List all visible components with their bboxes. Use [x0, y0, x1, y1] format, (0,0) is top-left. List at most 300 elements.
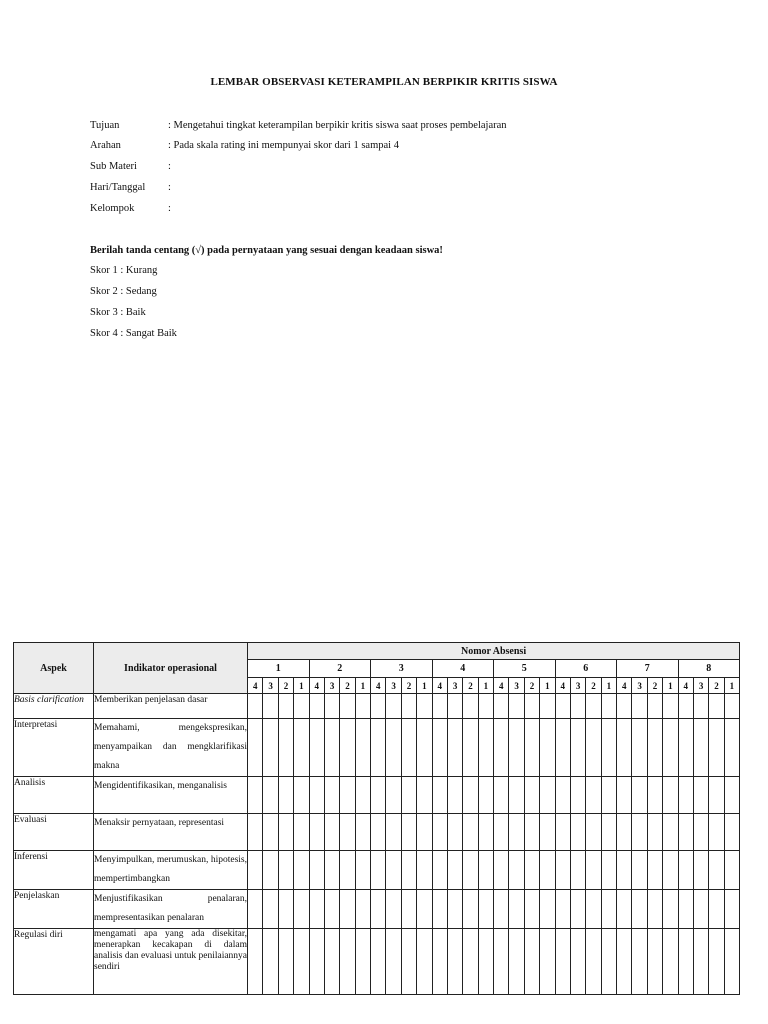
- checkbox-cell[interactable]: [709, 719, 724, 777]
- checkbox-cell[interactable]: [355, 719, 370, 777]
- checkbox-cell[interactable]: [693, 777, 708, 814]
- meta-label: Hari/Tanggal: [90, 182, 146, 193]
- checkbox-cell[interactable]: [447, 719, 462, 777]
- checkbox-cell[interactable]: [601, 851, 616, 890]
- meta-value: : Pada skala rating ini mempunyai skor dari 1 sampai 4: [168, 140, 399, 151]
- checkbox-cell[interactable]: [724, 694, 739, 719]
- checkbox-cell[interactable]: [401, 814, 416, 851]
- checkbox-cell[interactable]: [509, 777, 524, 814]
- meta-value: : Mengetahui tingkat keterampilan berpikir kritis siswa saat proses pembelajaran: [168, 120, 507, 131]
- checkbox-cell[interactable]: [540, 929, 555, 995]
- checkbox-cell[interactable]: [309, 851, 324, 890]
- checkbox-cell[interactable]: [540, 814, 555, 851]
- aspek-cell: Penjelaskan: [14, 890, 94, 929]
- checkbox-cell[interactable]: [693, 851, 708, 890]
- checkbox-cell[interactable]: [647, 694, 662, 719]
- checkbox-cell[interactable]: [417, 719, 432, 777]
- checkbox-cell[interactable]: [263, 719, 278, 777]
- checkbox-cell[interactable]: [432, 719, 447, 777]
- meta-label: Tujuan: [90, 120, 120, 131]
- checkbox-cell[interactable]: [432, 694, 447, 719]
- header-score: 4: [371, 678, 386, 694]
- checkbox-cell[interactable]: [586, 929, 601, 995]
- aspek-cell: Interpretasi: [14, 719, 94, 777]
- header-score: 3: [693, 678, 708, 694]
- checkbox-cell[interactable]: [324, 929, 339, 995]
- table-row: [14, 851, 740, 890]
- checkbox-cell[interactable]: [509, 851, 524, 890]
- meta-value: :: [168, 182, 171, 193]
- checkbox-cell[interactable]: [294, 694, 309, 719]
- checkbox-cell[interactable]: [617, 890, 632, 929]
- checkbox-cell[interactable]: [447, 851, 462, 890]
- checkbox-cell[interactable]: [324, 890, 339, 929]
- header-absen-number: 5: [494, 660, 556, 678]
- checkbox-cell[interactable]: [386, 719, 401, 777]
- checkbox-cell[interactable]: [601, 814, 616, 851]
- checkbox-cell[interactable]: [693, 929, 708, 995]
- checkbox-cell[interactable]: [248, 777, 263, 814]
- checkbox-cell[interactable]: [663, 890, 678, 929]
- checkbox-cell[interactable]: [647, 777, 662, 814]
- checkbox-cell[interactable]: [340, 694, 355, 719]
- checkbox-cell[interactable]: [309, 890, 324, 929]
- header-score: 1: [540, 678, 555, 694]
- header-absen-number: 6: [555, 660, 617, 678]
- checkbox-cell[interactable]: [401, 929, 416, 995]
- checkbox-cell[interactable]: [693, 890, 708, 929]
- checkbox-cell[interactable]: [555, 719, 570, 777]
- aspek-cell: Analisis: [14, 777, 94, 814]
- checkbox-cell[interactable]: [601, 929, 616, 995]
- header-score: 2: [586, 678, 601, 694]
- checkbox-cell[interactable]: [278, 719, 293, 777]
- checkbox-cell[interactable]: [709, 851, 724, 890]
- document-title: LEMBAR OBSERVASI KETERAMPILAN BERPIKIR KRITIS SISWA: [210, 76, 558, 88]
- checkbox-cell[interactable]: [417, 694, 432, 719]
- checkbox-cell[interactable]: [570, 694, 585, 719]
- indikator-cell: Memahami, mengekspresikan, menyampaikan dan mengklarifikasi makna: [94, 719, 248, 777]
- checkbox-cell[interactable]: [463, 929, 478, 995]
- checkbox-cell[interactable]: [509, 719, 524, 777]
- checkbox-cell[interactable]: [632, 814, 647, 851]
- checkbox-cell[interactable]: [294, 851, 309, 890]
- checkbox-cell[interactable]: [278, 929, 293, 995]
- meta-row-tujuan: [90, 120, 507, 131]
- checkbox-cell[interactable]: [494, 719, 509, 777]
- header-score: 4: [555, 678, 570, 694]
- checkbox-cell[interactable]: [524, 890, 539, 929]
- checkbox-cell[interactable]: [524, 851, 539, 890]
- checkbox-cell[interactable]: [601, 777, 616, 814]
- aspek-cell: Regulasi diri: [14, 929, 94, 995]
- checkbox-cell[interactable]: [447, 929, 462, 995]
- checkbox-cell[interactable]: [478, 890, 493, 929]
- checkbox-cell[interactable]: [371, 777, 386, 814]
- checkbox-cell[interactable]: [555, 929, 570, 995]
- checkbox-cell[interactable]: [263, 851, 278, 890]
- checkbox-cell[interactable]: [663, 929, 678, 995]
- checkbox-cell[interactable]: [678, 890, 693, 929]
- checkbox-cell[interactable]: [432, 777, 447, 814]
- checkbox-cell[interactable]: [432, 851, 447, 890]
- checkbox-cell[interactable]: [617, 851, 632, 890]
- checkbox-cell[interactable]: [355, 814, 370, 851]
- checkbox-cell[interactable]: [248, 694, 263, 719]
- checkbox-cell[interactable]: [709, 777, 724, 814]
- checkbox-cell[interactable]: [586, 890, 601, 929]
- checkbox-cell[interactable]: [478, 694, 493, 719]
- checkbox-cell[interactable]: [709, 890, 724, 929]
- checkbox-cell[interactable]: [463, 777, 478, 814]
- checkbox-cell[interactable]: [417, 814, 432, 851]
- checkbox-cell[interactable]: [724, 777, 739, 814]
- checkbox-cell[interactable]: [540, 851, 555, 890]
- checkbox-cell[interactable]: [248, 719, 263, 777]
- checkbox-cell[interactable]: [432, 890, 447, 929]
- checkbox-cell[interactable]: [324, 719, 339, 777]
- checkbox-cell[interactable]: [647, 929, 662, 995]
- checkbox-cell[interactable]: [555, 890, 570, 929]
- checkbox-cell[interactable]: [447, 890, 462, 929]
- checkbox-cell[interactable]: [632, 694, 647, 719]
- checkbox-cell[interactable]: [709, 929, 724, 995]
- header-score: 2: [524, 678, 539, 694]
- checkbox-cell[interactable]: [324, 777, 339, 814]
- checkbox-cell[interactable]: [340, 777, 355, 814]
- checkbox-cell[interactable]: [524, 777, 539, 814]
- header-absen-number: 3: [371, 660, 433, 678]
- checkbox-cell[interactable]: [494, 694, 509, 719]
- checkbox-cell[interactable]: [309, 929, 324, 995]
- checkbox-cell[interactable]: [309, 719, 324, 777]
- checkbox-cell[interactable]: [278, 777, 293, 814]
- skor-item: Skor 4 : Sangat Baik: [90, 328, 177, 339]
- checkbox-cell[interactable]: [355, 929, 370, 995]
- header-score: 1: [601, 678, 616, 694]
- checkbox-cell[interactable]: [263, 777, 278, 814]
- checkbox-cell[interactable]: [278, 890, 293, 929]
- header-score: 3: [447, 678, 462, 694]
- checkbox-cell[interactable]: [663, 719, 678, 777]
- checkbox-cell[interactable]: [678, 814, 693, 851]
- checkbox-cell[interactable]: [647, 814, 662, 851]
- checkbox-cell[interactable]: [632, 777, 647, 814]
- checkbox-cell[interactable]: [324, 851, 339, 890]
- checkbox-cell[interactable]: [309, 777, 324, 814]
- header-absen-number: 4: [432, 660, 494, 678]
- checkbox-cell[interactable]: [663, 694, 678, 719]
- checkbox-cell[interactable]: [586, 814, 601, 851]
- checkbox-cell[interactable]: [278, 814, 293, 851]
- checkbox-cell[interactable]: [355, 777, 370, 814]
- checkbox-cell[interactable]: [678, 694, 693, 719]
- checkbox-cell[interactable]: [617, 777, 632, 814]
- checkbox-cell[interactable]: [540, 890, 555, 929]
- checkbox-cell[interactable]: [463, 719, 478, 777]
- checkbox-cell[interactable]: [647, 890, 662, 929]
- checkbox-cell[interactable]: [601, 890, 616, 929]
- meta-label: Kelompok: [90, 203, 135, 214]
- observation-table: [13, 642, 740, 995]
- checkbox-cell[interactable]: [263, 814, 278, 851]
- checkbox-cell[interactable]: [432, 814, 447, 851]
- checkbox-cell[interactable]: [463, 814, 478, 851]
- checkbox-cell[interactable]: [401, 890, 416, 929]
- header-absen-number: 8: [678, 660, 740, 678]
- checkbox-cell[interactable]: [371, 890, 386, 929]
- checkbox-cell[interactable]: [494, 851, 509, 890]
- checkbox-cell[interactable]: [724, 814, 739, 851]
- header-score: 4: [617, 678, 632, 694]
- checkbox-cell[interactable]: [371, 694, 386, 719]
- checkbox-cell[interactable]: [340, 929, 355, 995]
- checkbox-cell[interactable]: [294, 814, 309, 851]
- checkbox-cell[interactable]: [417, 777, 432, 814]
- checkbox-cell[interactable]: [371, 719, 386, 777]
- checkbox-cell[interactable]: [478, 851, 493, 890]
- checkbox-cell[interactable]: [524, 694, 539, 719]
- checkbox-cell[interactable]: [678, 929, 693, 995]
- table-row: [14, 777, 740, 814]
- header-score: 2: [278, 678, 293, 694]
- aspek-cell: Evaluasi: [14, 814, 94, 851]
- checkbox-cell[interactable]: [463, 694, 478, 719]
- checkbox-cell[interactable]: [263, 890, 278, 929]
- checkbox-cell[interactable]: [693, 719, 708, 777]
- header-nomor-absensi: Nomor Absensi: [248, 643, 740, 660]
- meta-row-sub-materi: [90, 161, 171, 172]
- checkbox-cell[interactable]: [724, 851, 739, 890]
- indikator-cell: Memberikan penjelasan dasar: [94, 694, 248, 719]
- header-score: 3: [324, 678, 339, 694]
- checkbox-cell[interactable]: [524, 719, 539, 777]
- checkbox-cell[interactable]: [478, 929, 493, 995]
- indikator-cell: Menaksir pernyataan, representasi: [94, 814, 248, 851]
- aspek-cell: Inferensi: [14, 851, 94, 890]
- checkbox-cell[interactable]: [601, 719, 616, 777]
- checkbox-cell[interactable]: [355, 694, 370, 719]
- checkbox-cell[interactable]: [340, 890, 355, 929]
- checkbox-cell[interactable]: [478, 814, 493, 851]
- aspek-cell: Basis clarification: [14, 694, 94, 719]
- checkbox-cell[interactable]: [586, 851, 601, 890]
- checkbox-cell[interactable]: [447, 694, 462, 719]
- checkbox-cell[interactable]: [555, 694, 570, 719]
- checkbox-cell[interactable]: [401, 851, 416, 890]
- checkbox-cell[interactable]: [248, 929, 263, 995]
- checkbox-cell[interactable]: [340, 851, 355, 890]
- meta-label: Sub Materi: [90, 161, 137, 172]
- table-row: [14, 814, 740, 851]
- checkbox-cell[interactable]: [509, 814, 524, 851]
- checkbox-cell[interactable]: [524, 929, 539, 995]
- checkbox-cell[interactable]: [324, 814, 339, 851]
- checkbox-cell[interactable]: [447, 777, 462, 814]
- checkbox-cell[interactable]: [401, 694, 416, 719]
- table-row: [14, 719, 740, 777]
- checkbox-cell[interactable]: [263, 929, 278, 995]
- checkbox-cell[interactable]: [494, 777, 509, 814]
- checkbox-cell[interactable]: [432, 929, 447, 995]
- checkbox-cell[interactable]: [294, 719, 309, 777]
- checkbox-cell[interactable]: [617, 814, 632, 851]
- checkbox-cell[interactable]: [555, 851, 570, 890]
- checkbox-cell[interactable]: [294, 929, 309, 995]
- header-score: 4: [494, 678, 509, 694]
- header-score: 4: [248, 678, 263, 694]
- checkbox-cell[interactable]: [632, 890, 647, 929]
- checkbox-cell[interactable]: [417, 851, 432, 890]
- checkbox-cell[interactable]: [586, 719, 601, 777]
- checkbox-cell[interactable]: [693, 814, 708, 851]
- checkbox-cell[interactable]: [570, 814, 585, 851]
- checkbox-cell[interactable]: [724, 719, 739, 777]
- checkbox-cell[interactable]: [294, 777, 309, 814]
- checkbox-cell[interactable]: [386, 851, 401, 890]
- checkbox-cell[interactable]: [709, 694, 724, 719]
- checkbox-cell[interactable]: [386, 694, 401, 719]
- checkbox-cell[interactable]: [509, 890, 524, 929]
- header-score: 2: [647, 678, 662, 694]
- checkbox-cell[interactable]: [386, 814, 401, 851]
- checkbox-cell[interactable]: [509, 694, 524, 719]
- checkbox-cell[interactable]: [248, 814, 263, 851]
- header-score: 3: [509, 678, 524, 694]
- checkbox-cell[interactable]: [555, 814, 570, 851]
- checkbox-cell[interactable]: [663, 814, 678, 851]
- checkbox-cell[interactable]: [371, 851, 386, 890]
- checkbox-cell[interactable]: [570, 851, 585, 890]
- checkbox-cell[interactable]: [678, 777, 693, 814]
- checkbox-cell[interactable]: [509, 929, 524, 995]
- checkbox-cell[interactable]: [724, 890, 739, 929]
- header-score: 1: [417, 678, 432, 694]
- meta-row-kelompok: [90, 203, 171, 214]
- checkbox-cell[interactable]: [355, 890, 370, 929]
- checkbox-cell[interactable]: [340, 719, 355, 777]
- checkbox-cell[interactable]: [632, 719, 647, 777]
- checkbox-cell[interactable]: [540, 719, 555, 777]
- checkbox-cell[interactable]: [540, 694, 555, 719]
- checkbox-cell[interactable]: [647, 851, 662, 890]
- checkbox-cell[interactable]: [401, 777, 416, 814]
- header-score: 2: [340, 678, 355, 694]
- header-score: 2: [401, 678, 416, 694]
- checkbox-cell[interactable]: [663, 851, 678, 890]
- checkbox-cell[interactable]: [494, 890, 509, 929]
- table-row: [14, 929, 740, 995]
- header-indikator: Indikator operasional: [94, 643, 248, 694]
- header-score: 3: [570, 678, 585, 694]
- checkbox-cell[interactable]: [724, 929, 739, 995]
- checkbox-cell[interactable]: [709, 814, 724, 851]
- header-score: 3: [386, 678, 401, 694]
- header-score: 1: [294, 678, 309, 694]
- checkbox-cell[interactable]: [309, 694, 324, 719]
- skor-item: Skor 2 : Sedang: [90, 286, 157, 297]
- checkbox-cell[interactable]: [494, 929, 509, 995]
- checkbox-cell[interactable]: [463, 890, 478, 929]
- checkbox-cell[interactable]: [586, 777, 601, 814]
- indikator-cell: Menyimpulkan, merumuskan, hipotesis, mempertimbangkan: [94, 851, 248, 890]
- checkbox-cell[interactable]: [371, 814, 386, 851]
- checkbox-cell[interactable]: [417, 929, 432, 995]
- checkbox-cell[interactable]: [647, 719, 662, 777]
- checkbox-cell[interactable]: [617, 719, 632, 777]
- checkbox-cell[interactable]: [309, 814, 324, 851]
- checkbox-cell[interactable]: [278, 694, 293, 719]
- table-row: [14, 890, 740, 929]
- skor-item: Skor 3 : Baik: [90, 307, 146, 318]
- checkbox-cell[interactable]: [678, 851, 693, 890]
- checkbox-cell[interactable]: [632, 929, 647, 995]
- meta-value: :: [168, 161, 171, 172]
- checkbox-cell[interactable]: [386, 777, 401, 814]
- checkbox-cell[interactable]: [494, 814, 509, 851]
- header-score: 1: [663, 678, 678, 694]
- checkbox-cell[interactable]: [586, 694, 601, 719]
- checkbox-cell[interactable]: [678, 719, 693, 777]
- checkbox-cell[interactable]: [617, 929, 632, 995]
- checkbox-cell[interactable]: [478, 777, 493, 814]
- checkbox-cell[interactable]: [294, 890, 309, 929]
- checkbox-cell[interactable]: [248, 890, 263, 929]
- checkbox-cell[interactable]: [340, 814, 355, 851]
- checkbox-cell[interactable]: [263, 694, 278, 719]
- checkbox-cell[interactable]: [524, 814, 539, 851]
- checkbox-cell[interactable]: [386, 890, 401, 929]
- checkbox-cell[interactable]: [417, 890, 432, 929]
- header-absen-number: 7: [617, 660, 679, 678]
- checkbox-cell[interactable]: [447, 814, 462, 851]
- checkbox-cell[interactable]: [570, 890, 585, 929]
- header-absen-number: 2: [309, 660, 371, 678]
- checkbox-cell[interactable]: [570, 719, 585, 777]
- meta-row-arahan: [90, 140, 399, 151]
- checkbox-cell[interactable]: [617, 694, 632, 719]
- indikator-cell: Mengidentifikasikan, menganalisis: [94, 777, 248, 814]
- header-score: 1: [478, 678, 493, 694]
- checkbox-cell[interactable]: [463, 851, 478, 890]
- checkbox-cell[interactable]: [386, 929, 401, 995]
- header-score: 4: [309, 678, 324, 694]
- indikator-cell: mengamati apa yang ada disekitar, menerapkan kecakapan di dalam analisis dan evaluasi untuk penilaiannya sendiri: [94, 929, 248, 995]
- checkbox-cell[interactable]: [324, 694, 339, 719]
- checkbox-cell[interactable]: [570, 929, 585, 995]
- header-score: 4: [678, 678, 693, 694]
- header-aspek: Aspek: [14, 643, 94, 694]
- checkbox-cell[interactable]: [401, 719, 416, 777]
- checkbox-cell[interactable]: [355, 851, 370, 890]
- checkbox-cell[interactable]: [540, 777, 555, 814]
- header-score: 3: [632, 678, 647, 694]
- checkbox-cell[interactable]: [248, 851, 263, 890]
- header-score: 1: [724, 678, 739, 694]
- header-score: 1: [355, 678, 370, 694]
- checkbox-cell[interactable]: [278, 851, 293, 890]
- header-score: 3: [263, 678, 278, 694]
- checkbox-cell[interactable]: [632, 851, 647, 890]
- checkbox-cell[interactable]: [555, 777, 570, 814]
- checkbox-cell[interactable]: [693, 694, 708, 719]
- checkbox-cell[interactable]: [570, 777, 585, 814]
- checkbox-cell[interactable]: [663, 777, 678, 814]
- indikator-cell: Menjustifikasikan penalaran, mempresentasikan penalaran: [94, 890, 248, 929]
- checkbox-cell[interactable]: [601, 694, 616, 719]
- checkbox-cell[interactable]: [478, 719, 493, 777]
- checkbox-cell[interactable]: [371, 929, 386, 995]
